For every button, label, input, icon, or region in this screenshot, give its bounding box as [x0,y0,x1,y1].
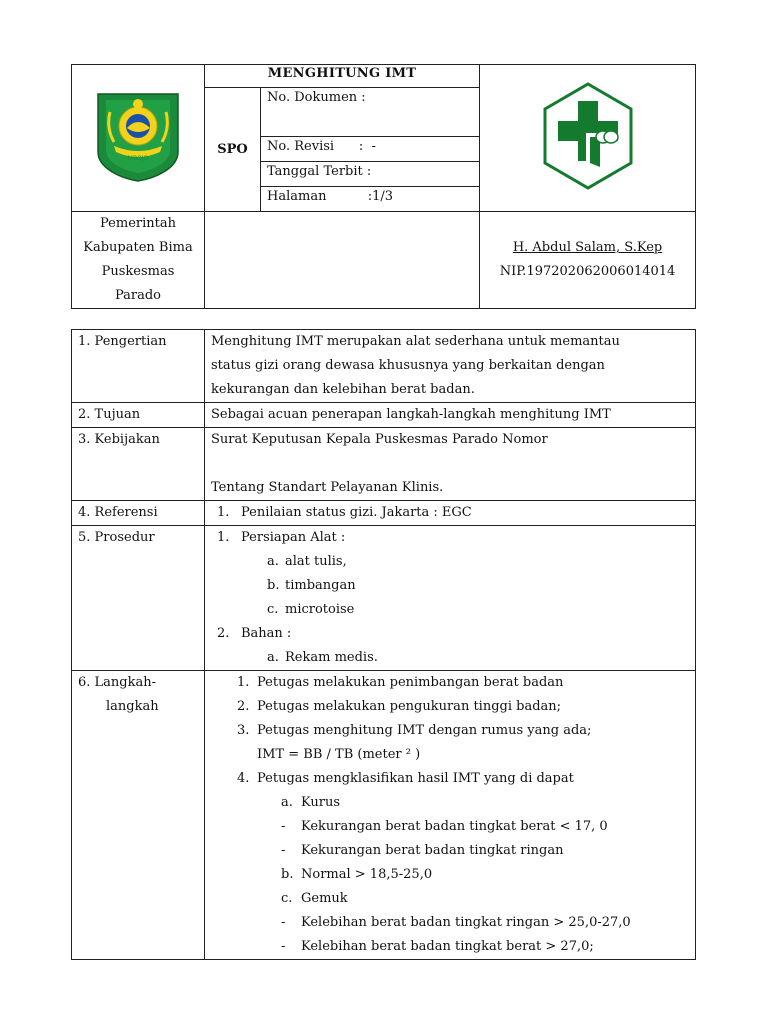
list-item [211,839,687,863]
list-item [211,791,687,815]
list-item [211,526,687,550]
organization-cell [72,212,205,309]
list-text: Petugas melakukan pengukuran tinggi badan; [257,699,562,714]
list-text: Gemuk [301,891,348,906]
org-line: Kabupaten Bima [83,240,193,255]
section-content [205,671,696,960]
list-number: - [281,819,286,834]
spo-header-table [71,64,696,309]
section-content: Sebagai acuan penerapan langkah-langkah menghitung IMT [205,403,696,428]
list-item [211,695,687,719]
signer-nip: NIP.197202062006014014 [499,264,676,279]
list-text: Kekurangan berat badan tingkat ringan [301,843,564,858]
list-text: Rekam medis. [285,650,378,665]
list-item [211,911,687,935]
list-text: Bahan : [241,626,292,641]
section-label: 5. Prosedur [72,526,205,671]
list-number: 3. [237,723,250,738]
list-text: Penilaian status gizi. Jakarta : EGC [241,505,472,520]
puskesmas-logo-cell [480,65,696,212]
list-text: Kurus [301,795,341,810]
list-text: Petugas mengklasifikan hasil IMT yang di dapat [257,771,574,786]
label-line: langkah [106,699,159,714]
spo-label: SPO [205,88,261,212]
regency-emblem-icon [94,90,182,182]
section-label: 3. Kebijakan [72,428,205,501]
list-text: Persiapan Alat : [241,530,346,545]
list-item [211,863,687,887]
list-item [211,719,687,743]
section-content [205,330,696,403]
list-item [211,574,687,598]
org-line: Parado [114,288,162,303]
list-text: Kelebihan berat badan tingkat berat > 27,0; [301,939,594,954]
list-text: IMT = BB / TB (meter ² ) [257,747,421,762]
list-item [211,767,687,791]
signature-cell [480,212,696,309]
list-item [211,646,687,670]
list-number: b. [267,578,280,593]
list-item [211,501,687,525]
revision-field: No. Revisi : - [261,137,480,162]
doc-number-field: No. Dokumen : [261,88,480,137]
list-number: 2. [237,699,250,714]
document-title: MENGHITUNG IMT [205,65,480,88]
list-number: b. [281,867,294,882]
section-content [205,428,696,501]
signer-name: H. Abdul Salam, S.Kep [512,240,663,255]
section-pengertian [72,330,696,403]
list-item [211,935,687,959]
text-line: kekurangan dan kelebihan berat badan. [211,382,475,397]
list-number: - [281,915,286,930]
list-number: 1. [237,675,250,690]
section-label: 1. Pengertian [72,330,205,403]
list-text: Normal > 18,5-25,0 [301,867,433,882]
section-label: 2. Tujuan [72,403,205,428]
regency-logo-cell [72,65,205,212]
section-tujuan [72,403,696,428]
logo-motto: MBOJO [127,155,149,162]
list-number: 1. [217,505,230,520]
list-text: timbangan [285,578,356,593]
list-item [211,743,687,767]
page-field: Halaman :1/3 [261,187,480,212]
spo-content-table [71,329,696,960]
list-item [211,598,687,622]
list-number: c. [281,891,293,906]
puskesmas-logo-icon [540,81,636,191]
list-number: 1. [217,530,230,545]
list-number: - [281,939,286,954]
list-text: alat tulis, [285,554,347,569]
list-number: a. [281,795,293,810]
text-line: Menghitung IMT merupakan alat sederhana untuk memantau [211,334,620,349]
section-referensi [72,501,696,526]
list-text: Petugas melakukan penimbangan berat badan [257,675,564,690]
list-item [211,671,687,695]
section-label [72,671,205,960]
issue-date-field: Tanggal Terbit : [261,162,480,187]
label-line: 6. Langkah- [78,675,157,690]
section-langkah [72,671,696,960]
text-line: Surat Keputusan Kepala Puskesmas Parado Nomor [211,432,548,447]
list-item [211,550,687,574]
list-number: 4. [237,771,250,786]
text-line: status gizi orang dewasa khususnya yang berkaitan dengan [211,358,605,373]
section-content [205,501,696,526]
section-content [205,526,696,671]
list-number: 2. [217,626,230,641]
org-line: Puskesmas [101,264,175,279]
section-kebijakan [72,428,696,501]
list-text: microtoise [285,602,355,617]
list-item [211,887,687,911]
list-text: Petugas menghitung IMT dengan rumus yang ada; [257,723,592,738]
section-label: 4. Referensi [72,501,205,526]
list-number: a. [267,650,279,665]
org-line: Pemerintah [100,216,176,231]
list-item [211,815,687,839]
text-line: Tentang Standart Pelayanan Klinis. [211,480,444,495]
list-text: Kelebihan berat badan tingkat ringan > 25,0-27,0 [301,915,631,930]
list-item [211,622,687,646]
list-text: Kekurangan berat badan tingkat berat < 17, 0 [301,819,608,834]
list-number: a. [267,554,279,569]
list-number: - [281,843,286,858]
blank-cell [205,212,480,309]
list-number: c. [267,602,279,617]
section-prosedur [72,526,696,671]
